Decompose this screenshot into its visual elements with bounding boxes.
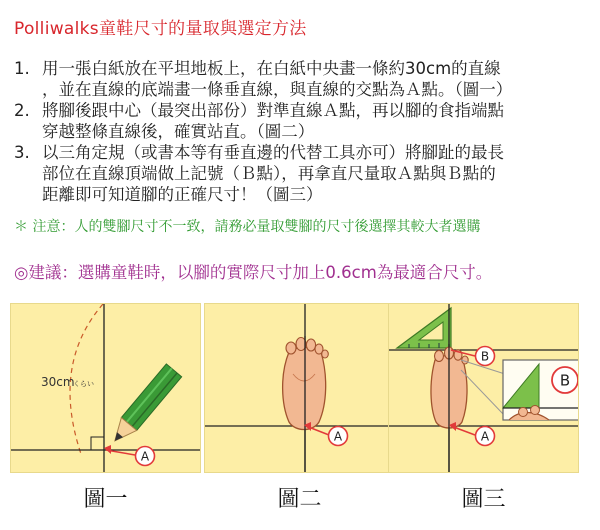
step-3 <box>14 142 594 205</box>
instruction-list <box>14 58 594 205</box>
step-text-line: 將腳後跟中心（最突出部份）對準直線Ａ點，再以腳的食指端點 <box>42 101 504 120</box>
step-text-line: 部位在直線頂端做上記號（Ｂ點），再拿直尺量取Ａ點與Ｂ點的 <box>42 164 496 183</box>
step-2 <box>14 100 594 142</box>
right-angle-mark <box>91 437 104 450</box>
figure-1-caption: 圖一 <box>83 487 128 512</box>
figure-2-caption: 圖二 <box>277 487 322 512</box>
pencil-icon <box>107 364 181 447</box>
length-label: 30cm <box>41 375 75 389</box>
point-a-label: A <box>480 429 490 444</box>
point-a-label: A <box>140 449 150 464</box>
figure-1 <box>10 303 201 473</box>
step-text-line: 以三角定規（或書本等有垂直邊的代替工具亦可）將腳趾的最長 <box>42 143 504 162</box>
step-text-line: 穿越整條直線後，確實站直。（圖二） <box>42 122 315 141</box>
figure-2-illustration <box>205 304 395 473</box>
figure-3-illustration <box>389 304 579 473</box>
figure-1-illustration <box>11 304 201 473</box>
arc-guide-line <box>70 304 103 454</box>
step-number: 2. <box>14 101 30 120</box>
step-number: 1. <box>14 59 30 78</box>
figure-3 <box>388 303 579 473</box>
point-a-label: A <box>333 429 343 444</box>
point-b-label: B <box>480 349 490 364</box>
step-1 <box>14 58 594 100</box>
page-title: Polliwalks童鞋尺寸的量取與選定方法 <box>14 19 307 39</box>
figure-2 <box>204 303 395 473</box>
note-text: ＊ 注意：人的雙腳尺寸不一致，請務必量取雙腳的尺寸後選擇其較大者選購 <box>14 219 481 235</box>
triangle-ruler-icon <box>397 308 451 348</box>
suggestion-text: ◎建議：選購童鞋時，以腳的實際尺寸加上0.6cm為最適合尺寸。 <box>14 263 493 282</box>
zoom-inset <box>503 360 579 420</box>
point-b-zoom-label: B <box>559 371 571 390</box>
step-text-line: 距離即可知道腳的正確尺寸！（圖三） <box>42 185 323 204</box>
figure-3-caption: 圖三 <box>461 487 506 512</box>
step-text-line: ，並在直線的底端畫一條垂直線，與直線的交點為Ａ點。（圖一） <box>42 80 513 99</box>
length-note: くらい <box>73 380 94 388</box>
step-number: 3. <box>14 143 30 162</box>
step-text-line: 用一張白紙放在平坦地板上，在白紙中央畫一條約30cm的直線 <box>42 59 501 78</box>
